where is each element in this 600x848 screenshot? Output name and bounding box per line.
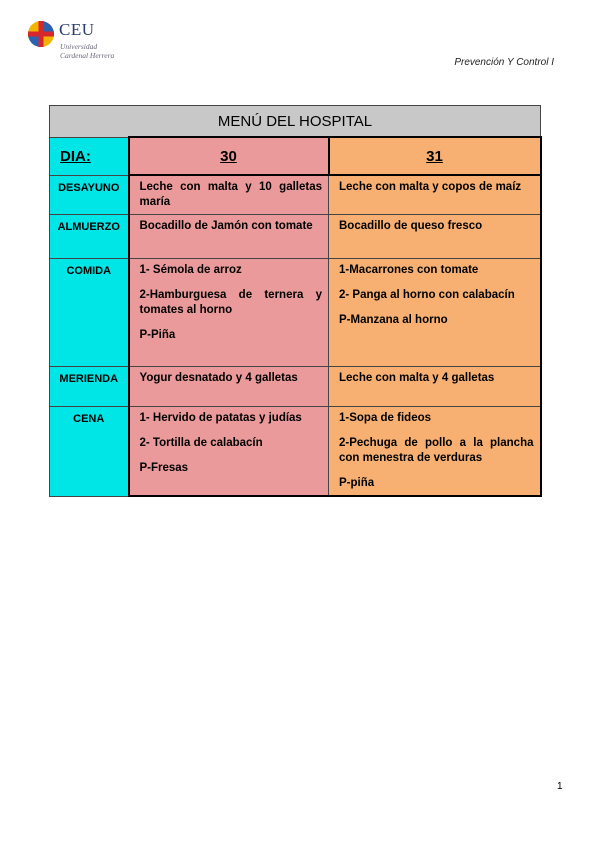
- header-course-name: Prevención Y Control I: [454, 57, 554, 68]
- menu-cell-31: [329, 175, 541, 215]
- ceu-logo: [27, 20, 137, 66]
- hospital-menu-table: [49, 105, 542, 497]
- menu-item: Leche con malta y 4 galletas: [339, 372, 495, 384]
- meal-label: ALMUERZO: [57, 221, 120, 233]
- menu-item: 2- Panga al horno con calabacín: [339, 289, 515, 301]
- menu-item: Bocadillo de queso fresco: [339, 220, 483, 232]
- table-row: [50, 367, 541, 407]
- menu-cell-31: [329, 367, 541, 407]
- table-row: [50, 259, 541, 367]
- menu-cell-30: [129, 367, 329, 407]
- menu-item: Leche con malta y copos de maíz: [339, 181, 522, 193]
- table-row: [50, 407, 541, 497]
- menu-item: 2- Tortilla de calabacín: [139, 437, 263, 449]
- menu-item: 1- Sémola de arroz: [139, 264, 242, 276]
- meal-label: CENA: [73, 413, 105, 425]
- logo-subtitle-line-2: Cardenal Herrera: [60, 51, 115, 60]
- meal-label: MERIENDA: [59, 373, 119, 385]
- page-number: 1: [557, 781, 563, 792]
- menu-cell-30: [129, 407, 329, 497]
- dia-label: DIA:: [60, 147, 91, 165]
- meal-label-cell: [50, 175, 129, 215]
- table-row: [50, 175, 541, 215]
- ceu-cross-logo-icon: [27, 20, 55, 48]
- meal-label-cell: [50, 407, 129, 497]
- logo-name: CEU: [59, 20, 95, 39]
- meal-label: DESAYUNO: [58, 181, 120, 194]
- menu-cell-31: [329, 215, 541, 259]
- logo-subtitle: [60, 42, 114, 60]
- menu-item: 1-Macarrones con tomate: [339, 264, 479, 276]
- menu-item: P-Piña: [139, 329, 176, 341]
- menu-item: P-Fresas: [139, 462, 189, 474]
- table-row: [50, 215, 541, 259]
- menu-cell-31: [329, 407, 541, 497]
- meal-label-cell: [50, 259, 129, 367]
- menu-item: 2-Pechuga de pollo a la plancha con menestra de verduras: [339, 437, 534, 464]
- day-label-31: 31: [426, 147, 443, 165]
- menu-item: 2-Hamburguesa de ternera y tomates al horno: [139, 289, 322, 316]
- menu-item: 1-Sopa de fideos: [339, 412, 432, 424]
- day-header-31: [329, 137, 541, 175]
- menu-cell-30: [129, 215, 329, 259]
- menu-item: P-Manzana al horno: [339, 314, 448, 326]
- menu-item: Leche con malta y 10 galletas maría: [139, 181, 322, 208]
- menu-cell-30: [129, 175, 329, 215]
- menu-cell-31: [329, 259, 541, 367]
- dia-header-cell: [50, 137, 129, 175]
- logo-subtitle-line-1: Universidad: [60, 42, 98, 51]
- menu-item: Yogur desnatado y 4 galletas: [139, 372, 298, 384]
- meal-label-cell: [50, 215, 129, 259]
- menu-cell-30: [129, 259, 329, 367]
- meal-label-cell: [50, 367, 129, 407]
- menu-item: Bocadillo de Jamón con tomate: [139, 220, 313, 232]
- day-label-30: 30: [220, 147, 237, 165]
- day-header-30: [129, 137, 329, 175]
- menu-item: 1- Hervido de patatas y judías: [139, 412, 302, 424]
- table-title: MENÚ DEL HOSPITAL: [50, 106, 541, 138]
- meal-label: COMIDA: [66, 265, 112, 277]
- menu-item: P-piña: [339, 477, 375, 489]
